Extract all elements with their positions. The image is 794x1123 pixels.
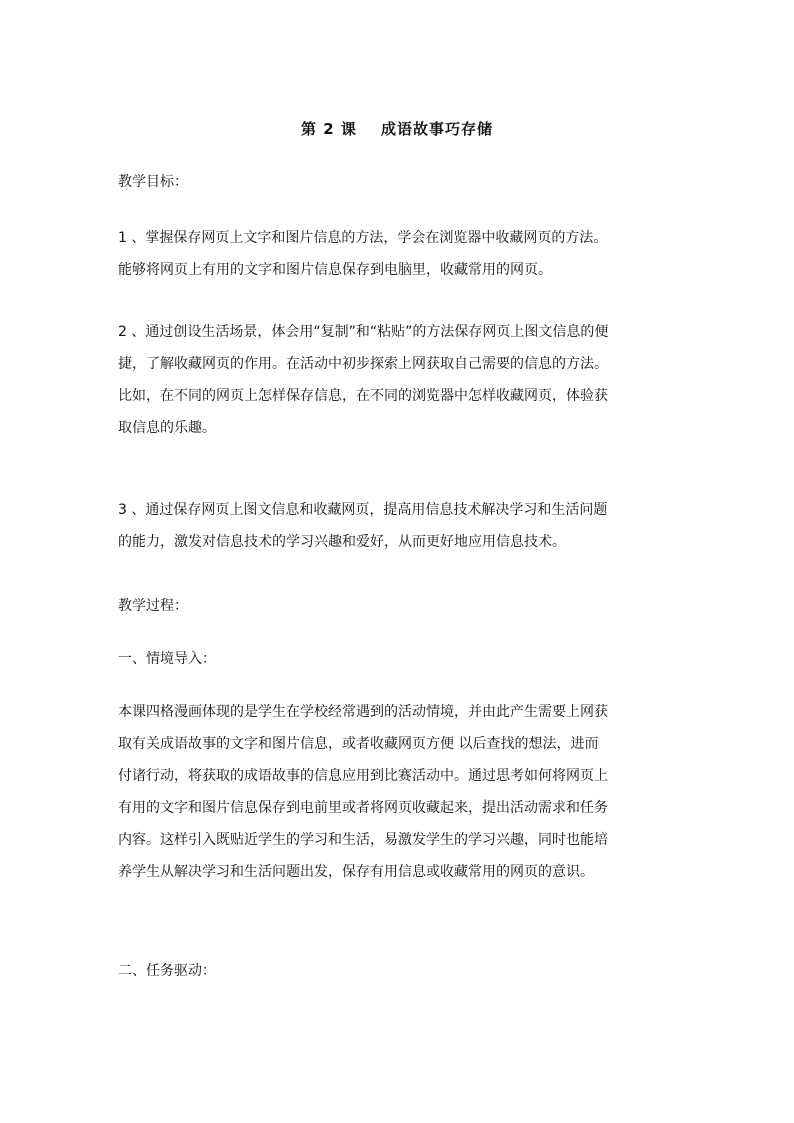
goals-heading: 教学目标： [118,174,188,190]
goal-paragraph-1 [118,222,680,286]
paragraph-line: 付诸行动，将获取的成语故事的信息应用到比赛活动中。通过思考如何将网页上 [118,768,608,784]
paragraph-line: 1 、掌握保存网页上文字和图片信息的方法，学会在浏览器中收藏网页的方法。 [118,230,608,246]
lesson-name: 成语故事巧存储 [380,120,493,138]
intro-paragraph [118,696,680,888]
goal-paragraph-3 [118,494,680,558]
paragraph-line: 有用的文字和图片信息保存到电前里或者将网页收藏起来，提出活动需求和任务 [118,800,608,816]
section-1-heading: 一、情境导入： [118,651,216,667]
paragraph-line: 捷，了解收藏网页的作用。在活动中初步探索上网获取自己需要的信息的方法。 [118,356,608,372]
paragraph-line: 2 、通过创设生活场景，体会用“复制”和“粘贴”的方法保存网页上图文信息的便 [118,324,609,340]
paragraph-line: 内容。这样引入既贴近学生的学习和生活，易激发学生的学习兴趣，同时也能培 [118,832,608,848]
section-2-heading: 二、任务驱动： [118,963,216,979]
paragraph-line: 养学生从解决学习和生活问题出发，保存有用信息或收藏常用的网页的意识。 [118,864,594,880]
paragraph-line: 取信息的乐趣。 [118,420,216,436]
lesson-title [0,118,794,139]
paragraph-line: 比如，在不同的网页上怎样保存信息，在不同的浏览器中怎样收藏网页，体验获 [118,388,608,404]
lesson-number: 第 2 课 [301,120,357,138]
paragraph-line: 取有关成语故事的文字和图片信息，或者收藏网页方便 以后查找的想法，进而 [118,736,599,752]
paragraph-line: 的能力，激发对信息技术的学习兴趣和爱好，从而更好地应用信息技术。 [118,534,566,550]
paragraph-line: 能够将网页上有用的文字和图片信息保存到电脑里，收藏常用的网页。 [118,262,552,278]
paragraph-line: 本课四格漫画体现的是学生在学校经常遇到的活动情境，并由此产生需要上网获 [118,704,608,720]
paragraph-line: 3 、通过保存网页上图文信息和收藏网页，提高用信息技术解决学习和生活问题 [118,502,608,518]
goal-paragraph-2 [118,316,680,444]
process-heading: 教学过程： [118,598,188,614]
